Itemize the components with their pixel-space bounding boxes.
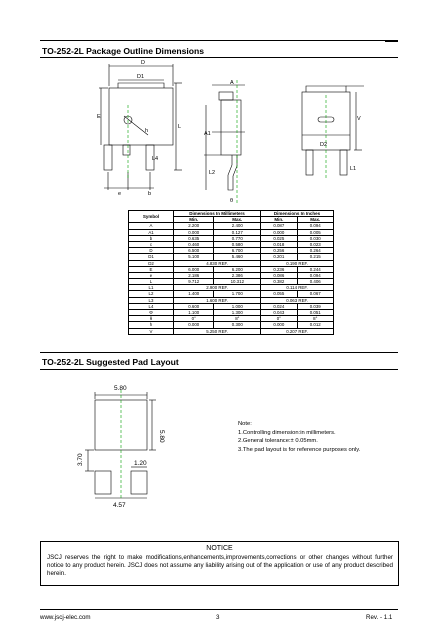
table-cell: 0° [174, 316, 214, 322]
table-head-mm-min: Min. [174, 217, 214, 223]
pad-dim-top: 5.80 [114, 385, 127, 392]
table-cell: 1.400 [174, 291, 214, 297]
table-cell: 0.005 [297, 229, 333, 235]
table-head-mm-max: Max. [214, 217, 261, 223]
pad-dim-bottom: 4.57 [113, 502, 126, 509]
table-cell: 0.635 [174, 235, 214, 241]
table-head-in-min: Min. [261, 217, 297, 223]
label-L2: L2 [209, 170, 216, 176]
table-cell: 0.215 [297, 254, 333, 260]
table-cell: 2.200 [174, 223, 214, 229]
table-cell: 0.094 [297, 272, 333, 278]
top-view-body [109, 88, 173, 145]
lead-left [104, 145, 112, 170]
table-cell: 0.043 [261, 310, 297, 316]
table-cell: 5.100 [174, 254, 214, 260]
pad-dim-left: 3.70 [77, 453, 84, 466]
table-cell: 0.000 [174, 229, 214, 235]
footer-rule [40, 609, 398, 610]
table-cell: 2.386 [214, 272, 261, 278]
label-L1: L1 [350, 166, 357, 172]
table-cell: 2.186 [174, 272, 214, 278]
table-cell: 0.000 [261, 322, 297, 328]
table-cell: 1.600 REF. [174, 297, 261, 303]
table-cell: c [129, 241, 174, 247]
notes-title: Note: [238, 421, 252, 427]
dimensions-table-body [129, 223, 334, 334]
table-cell: 0.094 [297, 223, 333, 229]
notice-body: JSCJ reserves the right to make modifications,enhancements,improvements,corrections or other changes without further notice to any product herein. JSCJ does not assume any liability arising out of the application or use of any product described herein. [47, 554, 393, 578]
table-cell: 6.200 [214, 266, 261, 272]
side-view-tab [219, 92, 233, 100]
label-theta: θ [230, 198, 234, 204]
note-line-3: 3.The pad layout is for reference purposes only. [238, 446, 361, 453]
table-cell: 0.256 [261, 248, 297, 254]
table-cell: 0.201 [261, 254, 297, 260]
side-view-body [221, 100, 241, 155]
table-cell: 0.300 [214, 322, 261, 328]
table-cell: 0.063 REF. [261, 297, 334, 303]
table-cell: 0.051 [297, 310, 333, 316]
top-view-tab [118, 83, 164, 88]
table-cell: 0.244 [297, 266, 333, 272]
label-V: V [357, 116, 361, 122]
table-cell: 1.000 [214, 303, 261, 309]
package-outline-drawing [0, 0, 439, 220]
table-cell: 0.114 REF. [261, 285, 334, 291]
table-row [129, 328, 334, 334]
table-cell: A [129, 223, 174, 229]
table-cell: 0.460 [174, 241, 214, 247]
back-view-tab [306, 86, 346, 92]
table-cell: 0° [261, 316, 297, 322]
footer-url[interactable]: www.jscj-elec.com [40, 614, 91, 621]
table-cell: 9.712 [174, 279, 214, 285]
table-cell: 0.025 [261, 235, 297, 241]
table-cell: L2 [129, 291, 174, 297]
table-cell: 0.023 [297, 241, 333, 247]
table-cell: 2.400 [214, 223, 261, 229]
table-cell: 0.127 [214, 229, 261, 235]
table-cell: h [129, 322, 174, 328]
table-cell: 1.300 [214, 310, 261, 316]
notice-box [40, 541, 399, 586]
table-head-in: Dimensions In Inches [261, 211, 334, 217]
table-cell: 2.900 REF. [174, 285, 261, 291]
table-cell: 6.700 [214, 248, 261, 254]
pad-small-right [131, 471, 147, 494]
table-cell: L1 [129, 285, 174, 291]
table-cell: 8° [297, 316, 333, 322]
label-e: e [118, 191, 122, 197]
table-cell: 0.039 [297, 303, 333, 309]
table-cell: 6.000 [174, 266, 214, 272]
table-cell: L4 [129, 303, 174, 309]
table-cell: D1 [129, 254, 174, 260]
table-cell: 6.500 [174, 248, 214, 254]
table-cell: 0.600 [174, 303, 214, 309]
table-cell: 0.207 REF. [261, 328, 334, 334]
table-cell: Φ [129, 310, 174, 316]
label-h: h [145, 128, 149, 134]
section-rule-pad-top [40, 352, 398, 353]
table-cell: A1 [129, 229, 174, 235]
footer-revision: Rev. - 1.1 [366, 614, 393, 621]
label-A1: A1 [204, 131, 211, 137]
table-head-symbol: Symbol [129, 211, 174, 223]
pad-dim-right: 5.80 [158, 430, 165, 443]
table-cell: 8° [214, 316, 261, 322]
table-cell: D [129, 248, 174, 254]
label-D1: D1 [137, 74, 145, 80]
section-title-outline: TO-252-2L Package Outline Dimensions [42, 46, 205, 56]
table-cell: 4.830 REF. [174, 260, 261, 266]
table-cell: E [129, 266, 174, 272]
table-cell: L [129, 279, 174, 285]
table-cell: 5.250 REF. [174, 328, 261, 334]
table-cell: 0.018 [261, 241, 297, 247]
dimensions-table [128, 210, 334, 335]
table-cell: 0.236 [261, 266, 297, 272]
table-cell: 0.055 [261, 291, 297, 297]
table-cell: 0.030 [297, 235, 333, 241]
table-cell: 1.700 [214, 291, 261, 297]
table-cell: 0.000 [261, 229, 297, 235]
note-line-2: 2.General tolerance:± 0.05mm. [238, 438, 318, 445]
table-cell: e [129, 272, 174, 278]
table-cell: L3 [129, 297, 174, 303]
back-lead-right [340, 150, 347, 175]
table-cell: 0.406 [297, 279, 333, 285]
table-cell: V [129, 328, 174, 334]
label-D2: D2 [320, 142, 328, 148]
table-cell: 0.770 [214, 235, 261, 241]
footer-page-number: 3 [216, 614, 220, 621]
table-cell: 0.024 [261, 303, 297, 309]
table-cell: 0.087 [261, 223, 297, 229]
table-cell: 0.067 [297, 291, 333, 297]
notes-block [238, 420, 360, 454]
table-cell: 10.312 [214, 279, 261, 285]
table-cell: 0.264 [297, 248, 333, 254]
table-cell: b [129, 235, 174, 241]
back-lead-left [306, 150, 313, 175]
table-cell: 0.086 [261, 272, 297, 278]
table-cell: θ [129, 316, 174, 322]
label-A: A [230, 80, 234, 86]
table-head-in-max: Max. [297, 217, 333, 223]
table-cell: D2 [129, 260, 174, 266]
pad-dim-pad: 1.20 [134, 460, 147, 467]
pad-small-left [95, 471, 111, 494]
table-cell: 1.100 [174, 310, 214, 316]
label-L4: L4 [152, 156, 159, 162]
label-L: L [178, 124, 182, 130]
label-b: b [148, 191, 152, 197]
side-view-lead [228, 155, 237, 190]
pad-layout-drawing [0, 370, 230, 510]
label-E: E [97, 114, 101, 120]
table-head-mm: Dimensions In Millimeters [174, 211, 261, 217]
section-title-pad: TO-252-2L Suggested Pad Layout [42, 357, 179, 367]
note-line-1: 1.Controlling dimension:in millimeters. [238, 429, 336, 436]
table-cell: 0.000 [174, 322, 214, 328]
notice-title: NOTICE [206, 545, 233, 552]
label-D: D [141, 60, 145, 66]
table-cell: 0.012 [297, 322, 333, 328]
table-cell: 0.580 [214, 241, 261, 247]
table-cell: 0.382 [261, 279, 297, 285]
lead-center [123, 145, 130, 155]
table-cell: 0.190 REF. [261, 260, 334, 266]
table-cell: 5.460 [214, 254, 261, 260]
